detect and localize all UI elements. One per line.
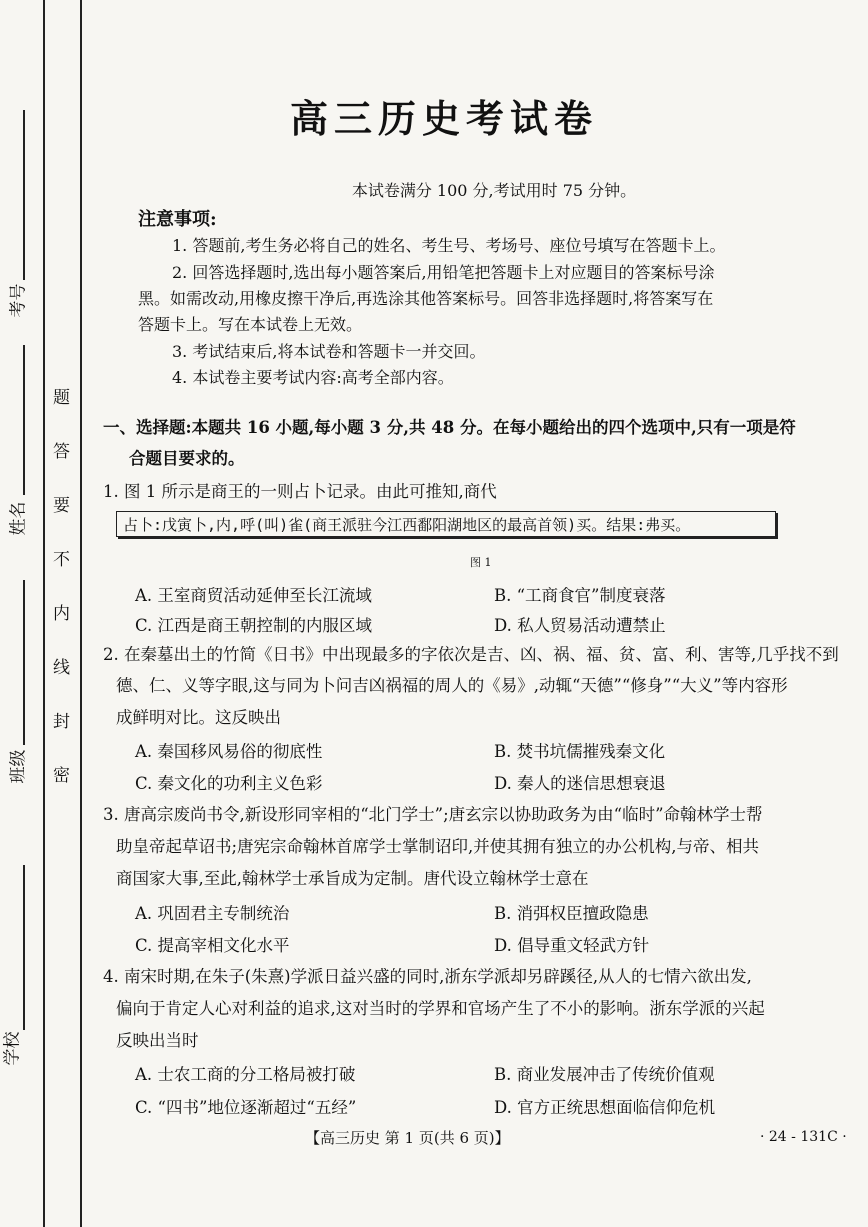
q1-option-c[interactable]: C. 江西是商王朝控制的内服区域 — [135, 616, 373, 635]
binding-line-inner — [80, 0, 82, 1227]
page-footer: 【高三历史 第 1 页(共 6 页)】 — [305, 1129, 510, 1147]
q2-option-c[interactable]: C. 秦文化的功利主义色彩 — [135, 774, 323, 793]
notice-item: 答题卡上。写在本试卷上无效。 — [138, 315, 363, 334]
q2-option-b[interactable]: B. 焚书坑儒摧残秦文化 — [494, 742, 666, 761]
q4-option-c[interactable]: C. “四书”地位逐渐超过“五经” — [135, 1098, 357, 1117]
notice-item: 3. 考试结束后,将本试卷和答题卡一并交回。 — [172, 342, 486, 361]
q4-option-a[interactable]: A. 士农工商的分工格局被打破 — [135, 1065, 356, 1084]
q1-option-b[interactable]: B. “工商食官”制度衰落 — [494, 586, 666, 605]
exam-info: 本试卷满分 100 分,考试用时 75 分钟。 — [351, 181, 637, 200]
seal-char: 封 — [53, 712, 70, 732]
q3-option-c[interactable]: C. 提高宰相文化水平 — [135, 936, 290, 955]
question-1-stem: 1. 图 1 所示是商王的一则占卜记录。由此可推知,商代 — [103, 482, 497, 501]
question-2-stem: 德、仁、义等字眼,这与同为卜问吉凶祸福的周人的《易》,动辄“天德”“修身”“大义”等内容形 — [116, 676, 788, 695]
q3-option-b[interactable]: B. 消弭权臣擅政隐患 — [494, 904, 649, 923]
seal-char: 线 — [53, 658, 70, 678]
question-4-stem: 4. 南宋时期,在朱子(朱熹)学派日益兴盛的同时,浙东学派却另辟蹊径,从人的七情六欲出发, — [103, 967, 752, 986]
binding-line-outer — [43, 0, 45, 1227]
q4-option-d[interactable]: D. 官方正统思想面临信仰危机 — [494, 1098, 716, 1117]
q1-option-d[interactable]: D. 私人贸易活动遭禁止 — [494, 616, 666, 635]
question-3-stem: 助皇帝起草诏书;唐宪宗命翰林首席学士掌制诏印,并使其拥有独立的办公机构,与帝、相共 — [116, 837, 760, 856]
question-4-stem: 偏向于肯定人心对利益的追求,这对当时的学界和官场产生了不小的影响。浙东学派的兴起 — [116, 999, 765, 1018]
label-xuexiao: 学校 — [2, 1031, 23, 1066]
q1-option-a[interactable]: A. 王室商贸活动延伸至长江流域 — [135, 586, 372, 605]
label-xingming: 姓名 — [8, 501, 29, 536]
section-heading: 一、选择题:本题共 16 小题,每小题 3 分,共 48 分。在每小题给出的四个选项中,只有一项是符 — [103, 418, 796, 437]
notice-item: 黑。如需改动,用橡皮擦干净后,再选涂其他答案标号。回答非选择题时,将答案写在 — [138, 289, 714, 308]
figure-1-box: 占卜:戊寅卜,内,呼(叫)雀(商王派驻今江西鄱阳湖地区的最高首领)买。结果:弗买。 — [116, 511, 776, 537]
seal-char: 答 — [53, 442, 70, 462]
exam-code: · 24 - 131C · — [760, 1129, 847, 1145]
label-kaohao: 考号 — [8, 283, 29, 318]
q4-option-b[interactable]: B. 商业发展冲击了传统价值观 — [494, 1065, 715, 1084]
xuexiao-underline[interactable] — [23, 865, 25, 1030]
figure-1-caption: 图 1 — [470, 556, 492, 569]
seal-char: 密 — [53, 766, 70, 786]
notice-item: 1. 答题前,考生务必将自己的姓名、考生号、考场号、座位号填写在答题卡上。 — [172, 236, 726, 255]
notice-heading: 注意事项: — [138, 209, 217, 230]
seal-char: 题 — [53, 388, 70, 408]
xingming-underline[interactable] — [23, 345, 25, 495]
page-title: 高三历史考试卷 — [289, 96, 598, 141]
question-2-stem: 2. 在秦墓出土的竹简《日书》中出现最多的字依次是吉、凶、祸、福、贫、富、利、害等,几乎找不到 — [103, 645, 839, 664]
seal-char: 内 — [53, 604, 70, 624]
q2-option-a[interactable]: A. 秦国移风易俗的彻底性 — [135, 742, 323, 761]
question-4-stem: 反映出当时 — [116, 1031, 199, 1050]
q2-option-d[interactable]: D. 秦人的迷信思想衰退 — [494, 774, 666, 793]
banji-underline[interactable] — [23, 580, 25, 745]
q3-option-a[interactable]: A. 巩固君主专制统治 — [135, 904, 290, 923]
question-3-stem: 商国家大事,至此,翰林学士承旨成为定制。唐代设立翰林学士意在 — [116, 869, 589, 888]
seal-char: 不 — [53, 550, 70, 570]
section-heading-cont: 合题目要求的。 — [129, 449, 245, 468]
label-banji: 班级 — [8, 749, 29, 784]
seal-char: 要 — [53, 496, 70, 516]
q3-option-d[interactable]: D. 倡导重文轻武方针 — [494, 936, 650, 955]
question-2-stem: 成鲜明对比。这反映出 — [116, 708, 281, 727]
notice-item: 2. 回答选择题时,选出每小题答案后,用铅笔把答题卡上对应题目的答案标号涂 — [172, 263, 715, 282]
notice-item: 4. 本试卷主要考试内容:高考全部内容。 — [172, 368, 454, 387]
question-3-stem: 3. 唐高宗废尚书令,新设形同宰相的“北门学士”;唐玄宗以协助政务为由“临时”命翰林学士帮 — [103, 805, 763, 824]
